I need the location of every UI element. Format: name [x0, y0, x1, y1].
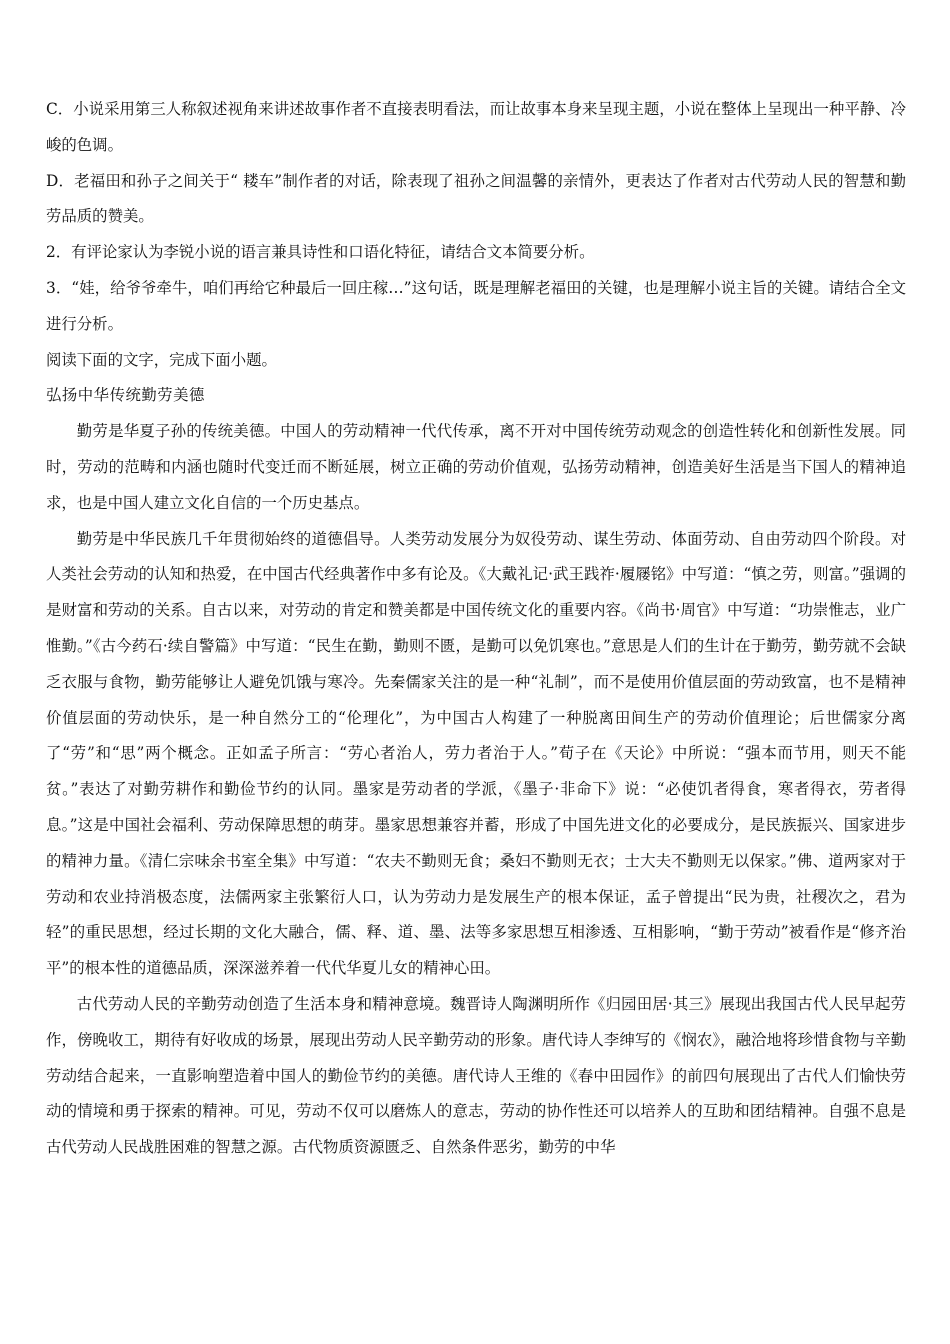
article-title: 弘扬中华传统勤劳美德	[46, 386, 205, 405]
option-c: C．小说采用第三人称叙述视角来讲述故事作者不直接表明看法，而让故事本身来呈现主题，小说在整体上呈现出一种平静、冷峻的色调。	[46, 100, 906, 154]
reading-instruction: 阅读下面的文字，完成下面小题。	[46, 350, 277, 369]
article-paragraph-3: 古代劳动人民的辛勤劳动创造了生活本身和精神意境。魏晋诗人陶渊明所作《归园田居·其三》展现出我国古代人民早起劳作，傍晚收工，期待有好收成的场景，展现出劳动人民辛勤劳动的形象。唐代诗人李绅写的《悯农》，融洽地将珍惜食物与辛勤劳动结合起来，一直影响塑造着中国人的勤俭节约的美德。唐代诗人王维的《春中田园作》的前四句展现出了古代人们愉快劳动的情境和勇于探索的精神。可见，劳动不仅可以磨炼人的意志，劳动的协作性还可以培养人的互助和团结精神。自强不息是古代劳动人民战胜困难的智慧之源。古代物质资源匮乏、自然条件恶劣，勤劳的中华	[46, 994, 906, 1157]
question-3: 3．“娃，给爷爷牵牛，咱们再给它种最后一回庄稼…”这句话，既是理解老福田的关键，也是理解小说主旨的关键。请结合全文进行分析。	[46, 278, 906, 333]
article-paragraph-1: 勤劳是华夏子孙的传统美德。中国人的劳动精神一代代传承，离不开对中国传统劳动观念的创造性转化和创新性发展。同时，劳动的范畴和内涵也随时代变迁而不断延展，树立正确的劳动价值观，弘扬劳动精神，创造美好生活是当下国人的精神追求，也是中国人建立文化自信的一个历史基点。	[46, 422, 906, 512]
article-paragraph-2: 勤劳是中华民族几千年贯彻始终的道德倡导。人类劳动发展分为奴役劳动、谋生劳动、体面劳动、自由劳动四个阶段。对人类社会劳动的认知和热爱，在中国古代经典著作中多有论及。《大戴礼记·武王践祚·履屦铭》中写道：“慎之劳，则富。”强调的是财富和劳动的关系。自古以来，对劳动的肯定和赞美都是中国传统文化的重要内容。《尚书·周官》中写道：“功崇惟志，业广惟勤。”《古今药石·续自警篇》中写道：“民生在勤，勤则不匮，是勤可以免饥寒也。”意思是人们的生计在于勤劳，勤劳就不会缺乏衣服与食物，勤劳能够让人避免饥饿与寒冷。先秦儒家关注的是一种“礼制”，而不是使用价值层面的劳动致富，也不是精神价值层面的劳动快乐，是一种自然分工的“伦理化”，为中国古人构建了一种脱离田间生产的劳动价值理论；后世儒家分离了“劳”和“思”两个概念。正如孟子所言：“劳心者治人，劳力者治于人。”荀子在《天论》中所说：“强本而节用，则天不能贫。”表达了对勤劳耕作和勤俭节约的认同。墨家是劳动者的学派，《墨子·非命下》说：“必使饥者得食，寒者得衣，劳者得息。”这是中国社会福利、劳动保障思想的萌芽。墨家思想兼容并蓄，形成了中国先进文化的必要成分，是民族振兴、国家进步的精神力量。《清仁宗味余书室全集》中写道：“农夫不勤则无食；桑妇不勤则无衣；士大夫不勤则无以保家。”佛、道两家对于劳动和农业持消极态度，法儒两家主张繁衍人口，认为劳动力是发展生产的根本保证，孟子曾提出“民为贵，社稷次之，君为轻”的重民思想，经过长期的文化大融合，儒、释、道、墨、法等多家思想互相渗透、互相影响，“勤于劳动”被看作是“修齐治平”的根本性的道德品质，深深滋养着一代代华夏儿女的精神心田。	[46, 529, 906, 978]
option-d: D．老福田和孙子之间关于“ 耧车”制作者的对话，除表现了祖孙之间温馨的亲情外，更表达了作者对古代劳动人民的智慧和勤劳品质的赞美。	[46, 171, 906, 226]
question-2: 2．有评论家认为李锐小说的语言兼具诗性和口语化特征，请结合文本简要分析。	[46, 243, 595, 262]
